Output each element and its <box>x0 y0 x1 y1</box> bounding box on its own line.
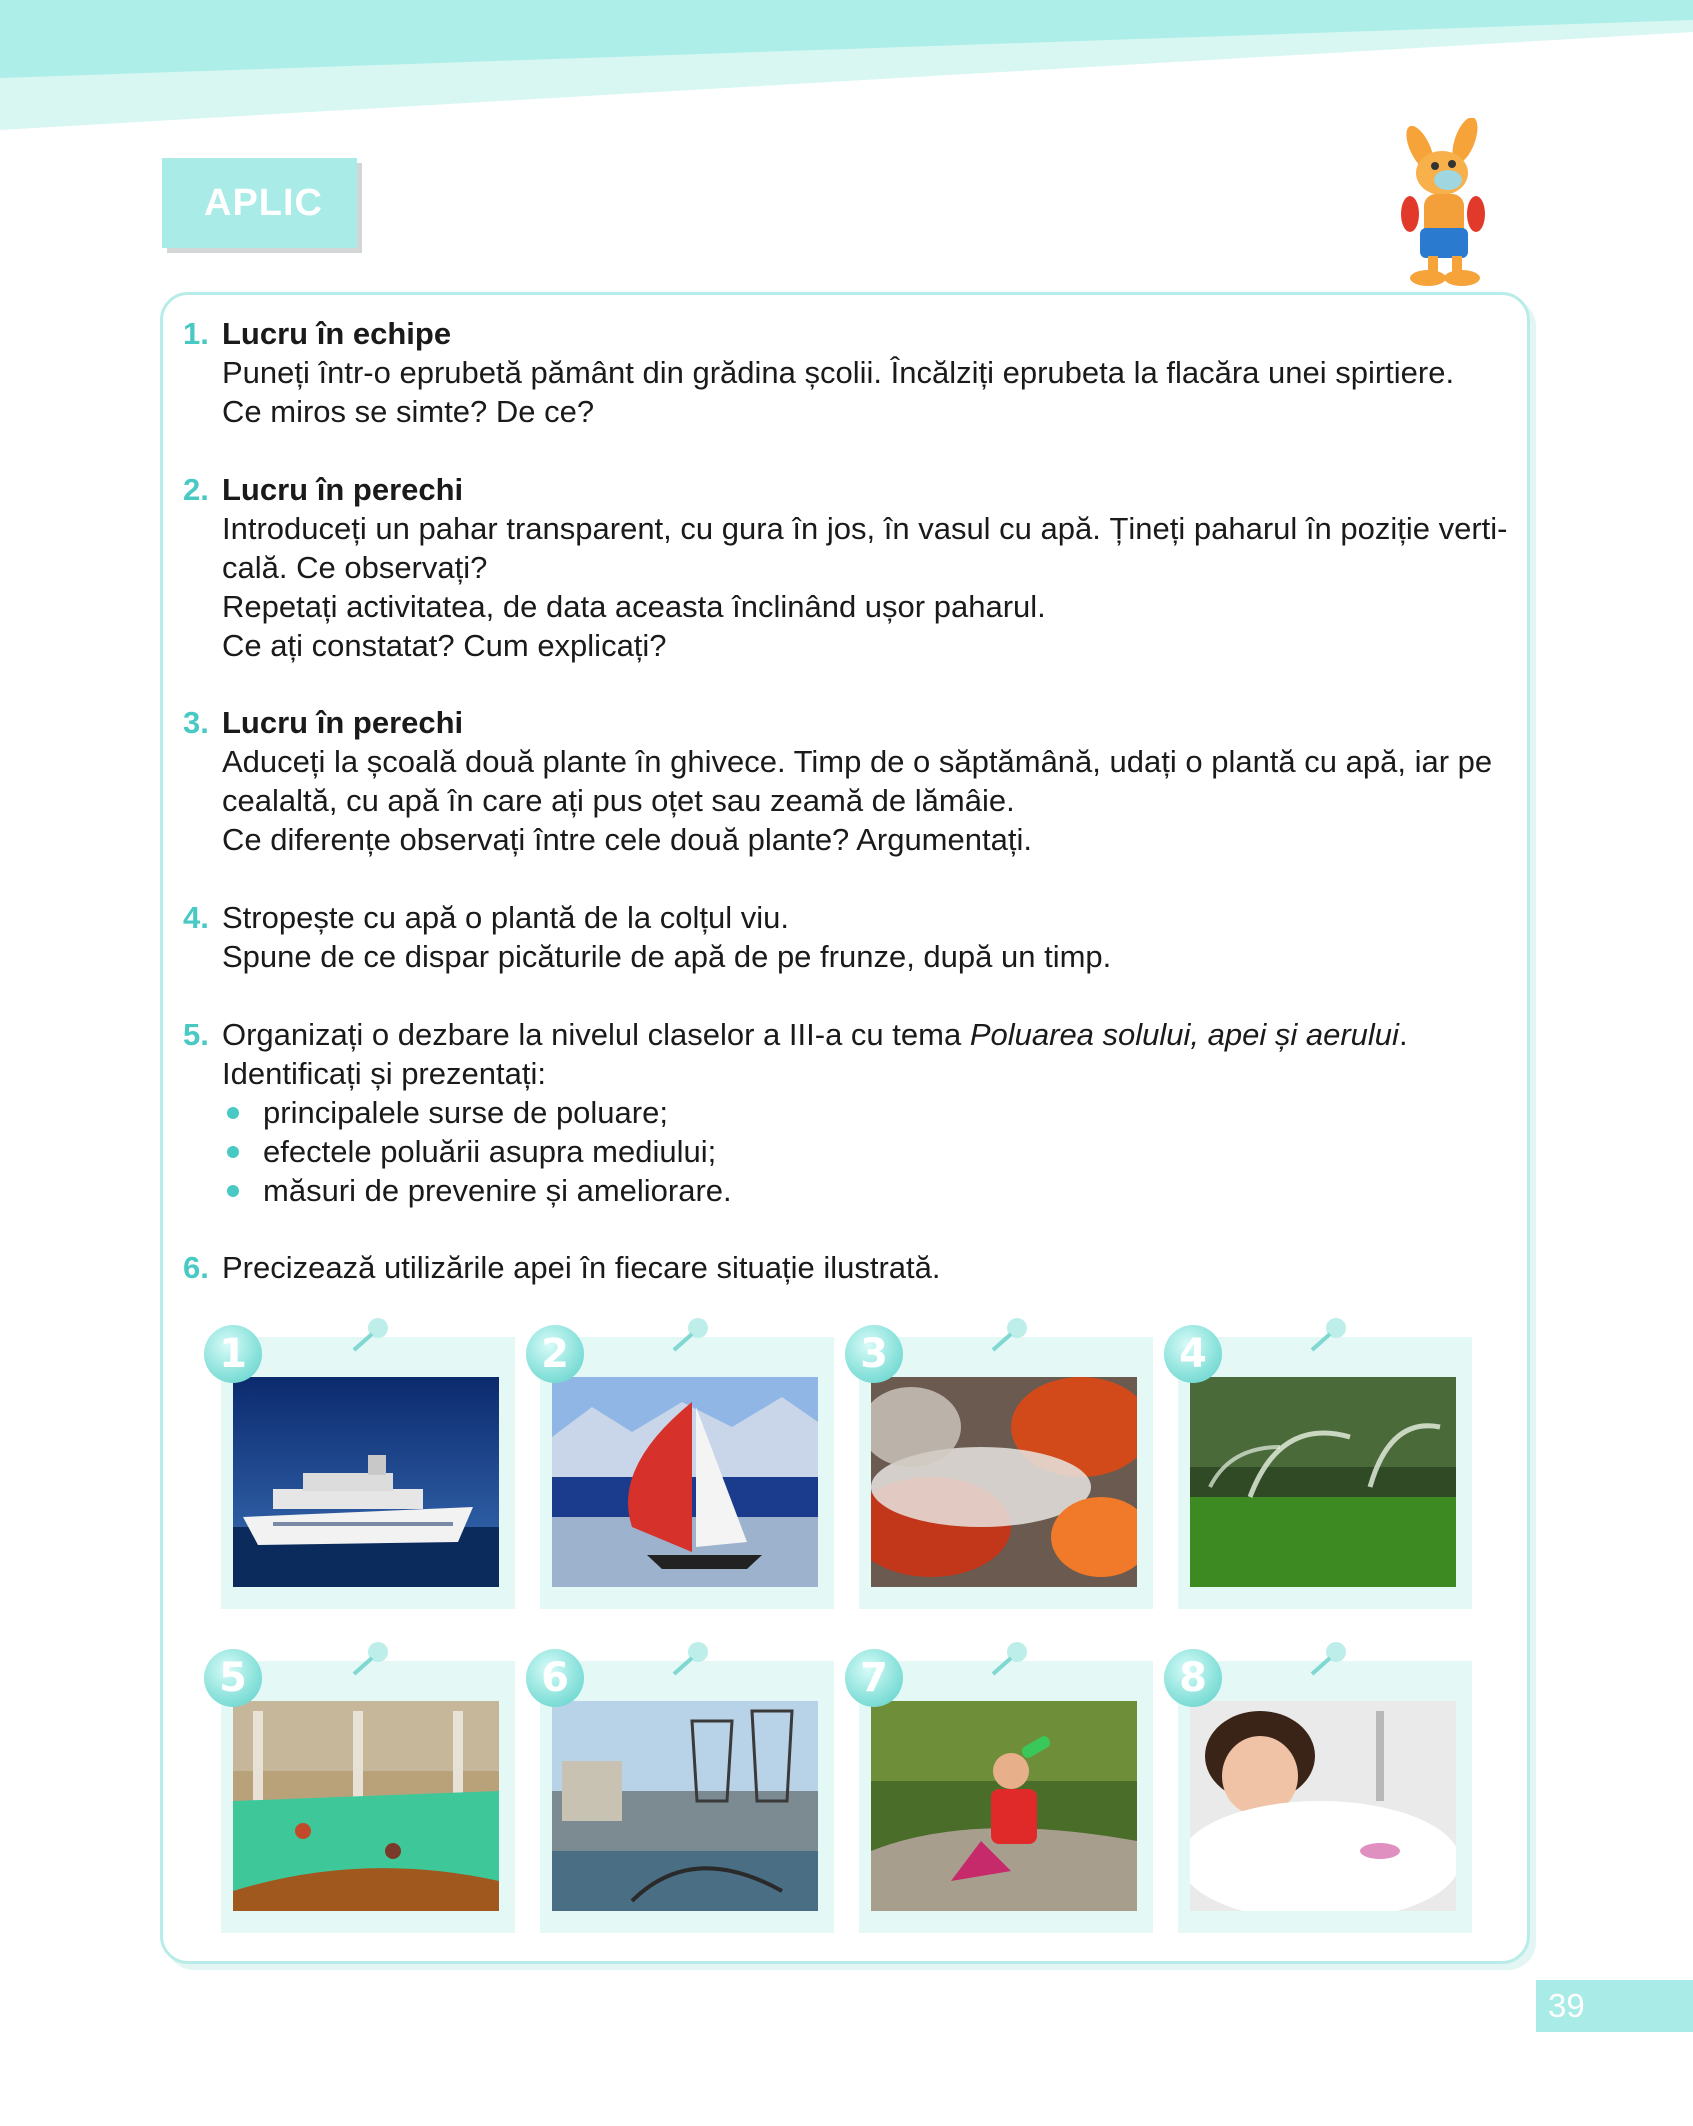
task-number: 3. <box>183 705 209 740</box>
page-number: 39 <box>1536 1980 1693 2032</box>
rabbit-mascot-icon <box>1380 118 1520 298</box>
list-item <box>222 1171 1523 1210</box>
section-header-label: APLIC <box>204 181 323 224</box>
task-number: 5. <box>183 1017 209 1052</box>
push-pin-icon <box>1304 1640 1350 1680</box>
push-pin-icon <box>1304 1316 1350 1356</box>
task-text: Spune de ce dispar picăturile de apă de pe frunze, după un timp. <box>222 939 1112 974</box>
task-title: Lucru în echipe <box>222 316 452 351</box>
list-item-text: măsuri de prevenire și ameliorare. <box>263 1173 732 1208</box>
push-pin-icon <box>666 1640 712 1680</box>
task-1 <box>183 314 1523 431</box>
task-text: cală. Ce observați? <box>222 550 488 585</box>
photo-number-badge: 1 <box>204 1325 262 1383</box>
push-pin-icon <box>346 1316 392 1356</box>
task-text: Ce diferențe observați între cele două plante? Argumentați. <box>222 822 1032 857</box>
bullet-dot-icon <box>227 1185 239 1197</box>
task-4 <box>183 898 1523 976</box>
boy-drinking-water-icon <box>871 1701 1137 1911</box>
task-text: Introduceți un pahar transparent, cu gura în jos, în vasul cu apă. Țineți paharul în poziție verti- <box>222 511 1508 546</box>
task-number: 2. <box>183 472 209 507</box>
push-pin-icon <box>346 1640 392 1680</box>
photo-frame-4 <box>1178 1337 1472 1609</box>
push-pin-icon <box>666 1316 712 1356</box>
photo-number-badge: 7 <box>845 1649 903 1707</box>
photo-frame-6 <box>540 1661 834 1933</box>
push-pin-icon <box>985 1640 1031 1680</box>
photo-number-badge: 5 <box>204 1649 262 1707</box>
lawn-sprinklers-icon <box>1190 1377 1456 1587</box>
photo-number-badge: 2 <box>526 1325 584 1383</box>
task-text: Ce miros se simte? De ce? <box>222 394 595 429</box>
task-text: Ce ați constatat? Cum explicați? <box>222 628 667 663</box>
task-intro-end: . <box>1398 1017 1408 1052</box>
bullet-dot-icon <box>227 1146 239 1158</box>
task-title: Lucru în perechi <box>222 472 464 507</box>
section-header-tag <box>162 158 357 248</box>
photo-number-badge: 6 <box>526 1649 584 1707</box>
task-6 <box>183 1248 1523 1287</box>
task-number: 4. <box>183 900 209 935</box>
photo-frame-5 <box>221 1661 515 1933</box>
photo-frame-7 <box>859 1661 1153 1933</box>
hydroelectric-dam-icon <box>552 1701 818 1911</box>
task-text: Precizează utilizările apei în fiecare situație ilustrată. <box>222 1250 941 1285</box>
bullet-dot-icon <box>227 1107 239 1119</box>
task-text: cealaltă, cu apă în care ați pus oțet sau zeamă de lămâie. <box>222 783 1015 818</box>
task-2 <box>183 470 1523 665</box>
photo-frame-3 <box>859 1337 1153 1609</box>
push-pin-icon <box>985 1316 1031 1356</box>
task-text: Repetați activitatea, de data aceasta înclinând ușor paharul. <box>222 589 1046 624</box>
photo-number-badge: 4 <box>1164 1325 1222 1383</box>
task-text <box>222 1015 1523 1054</box>
firefighting-water-icon <box>871 1377 1137 1587</box>
task-intro: Organizați o dezbare la nivelul claselor a III-a cu tema <box>222 1017 970 1052</box>
photo-number-badge: 3 <box>845 1325 903 1383</box>
list-item <box>222 1093 1523 1132</box>
task-5 <box>183 1015 1523 1210</box>
photo-frame-2 <box>540 1337 834 1609</box>
bullet-list <box>222 1093 1523 1210</box>
photo-frame-1 <box>221 1337 515 1609</box>
task-text: Puneți într-o eprubetă pământ din grădina școlii. Încălziți eprubeta la flacăra unei spirtiere. <box>222 355 1455 390</box>
list-item-text: efectele poluării asupra mediului; <box>263 1134 717 1169</box>
task-title: Lucru în perechi <box>222 705 464 740</box>
indoor-swimming-pool-icon <box>233 1701 499 1911</box>
task-text: Aduceți la școală două plante în ghivece. Timp de o săptămână, udați o plantă cu apă, iar pe <box>222 744 1493 779</box>
task-3 <box>183 703 1523 859</box>
cruise-ship-icon <box>233 1377 499 1587</box>
task-number: 6. <box>183 1250 209 1285</box>
task-text: Stropește cu apă o plantă de la colțul viu. <box>222 900 789 935</box>
task-text: Identificați și prezentați: <box>222 1056 546 1091</box>
task-number: 1. <box>183 316 209 351</box>
photo-frame-8 <box>1178 1661 1472 1933</box>
list-item <box>222 1132 1523 1171</box>
debate-topic: Poluarea solului, apei și aerului <box>969 1017 1399 1052</box>
list-item-text: principalele surse de poluare; <box>263 1095 668 1130</box>
sailboat-icon <box>552 1377 818 1587</box>
child-bathing-icon <box>1190 1701 1456 1911</box>
photo-number-badge: 8 <box>1164 1649 1222 1707</box>
